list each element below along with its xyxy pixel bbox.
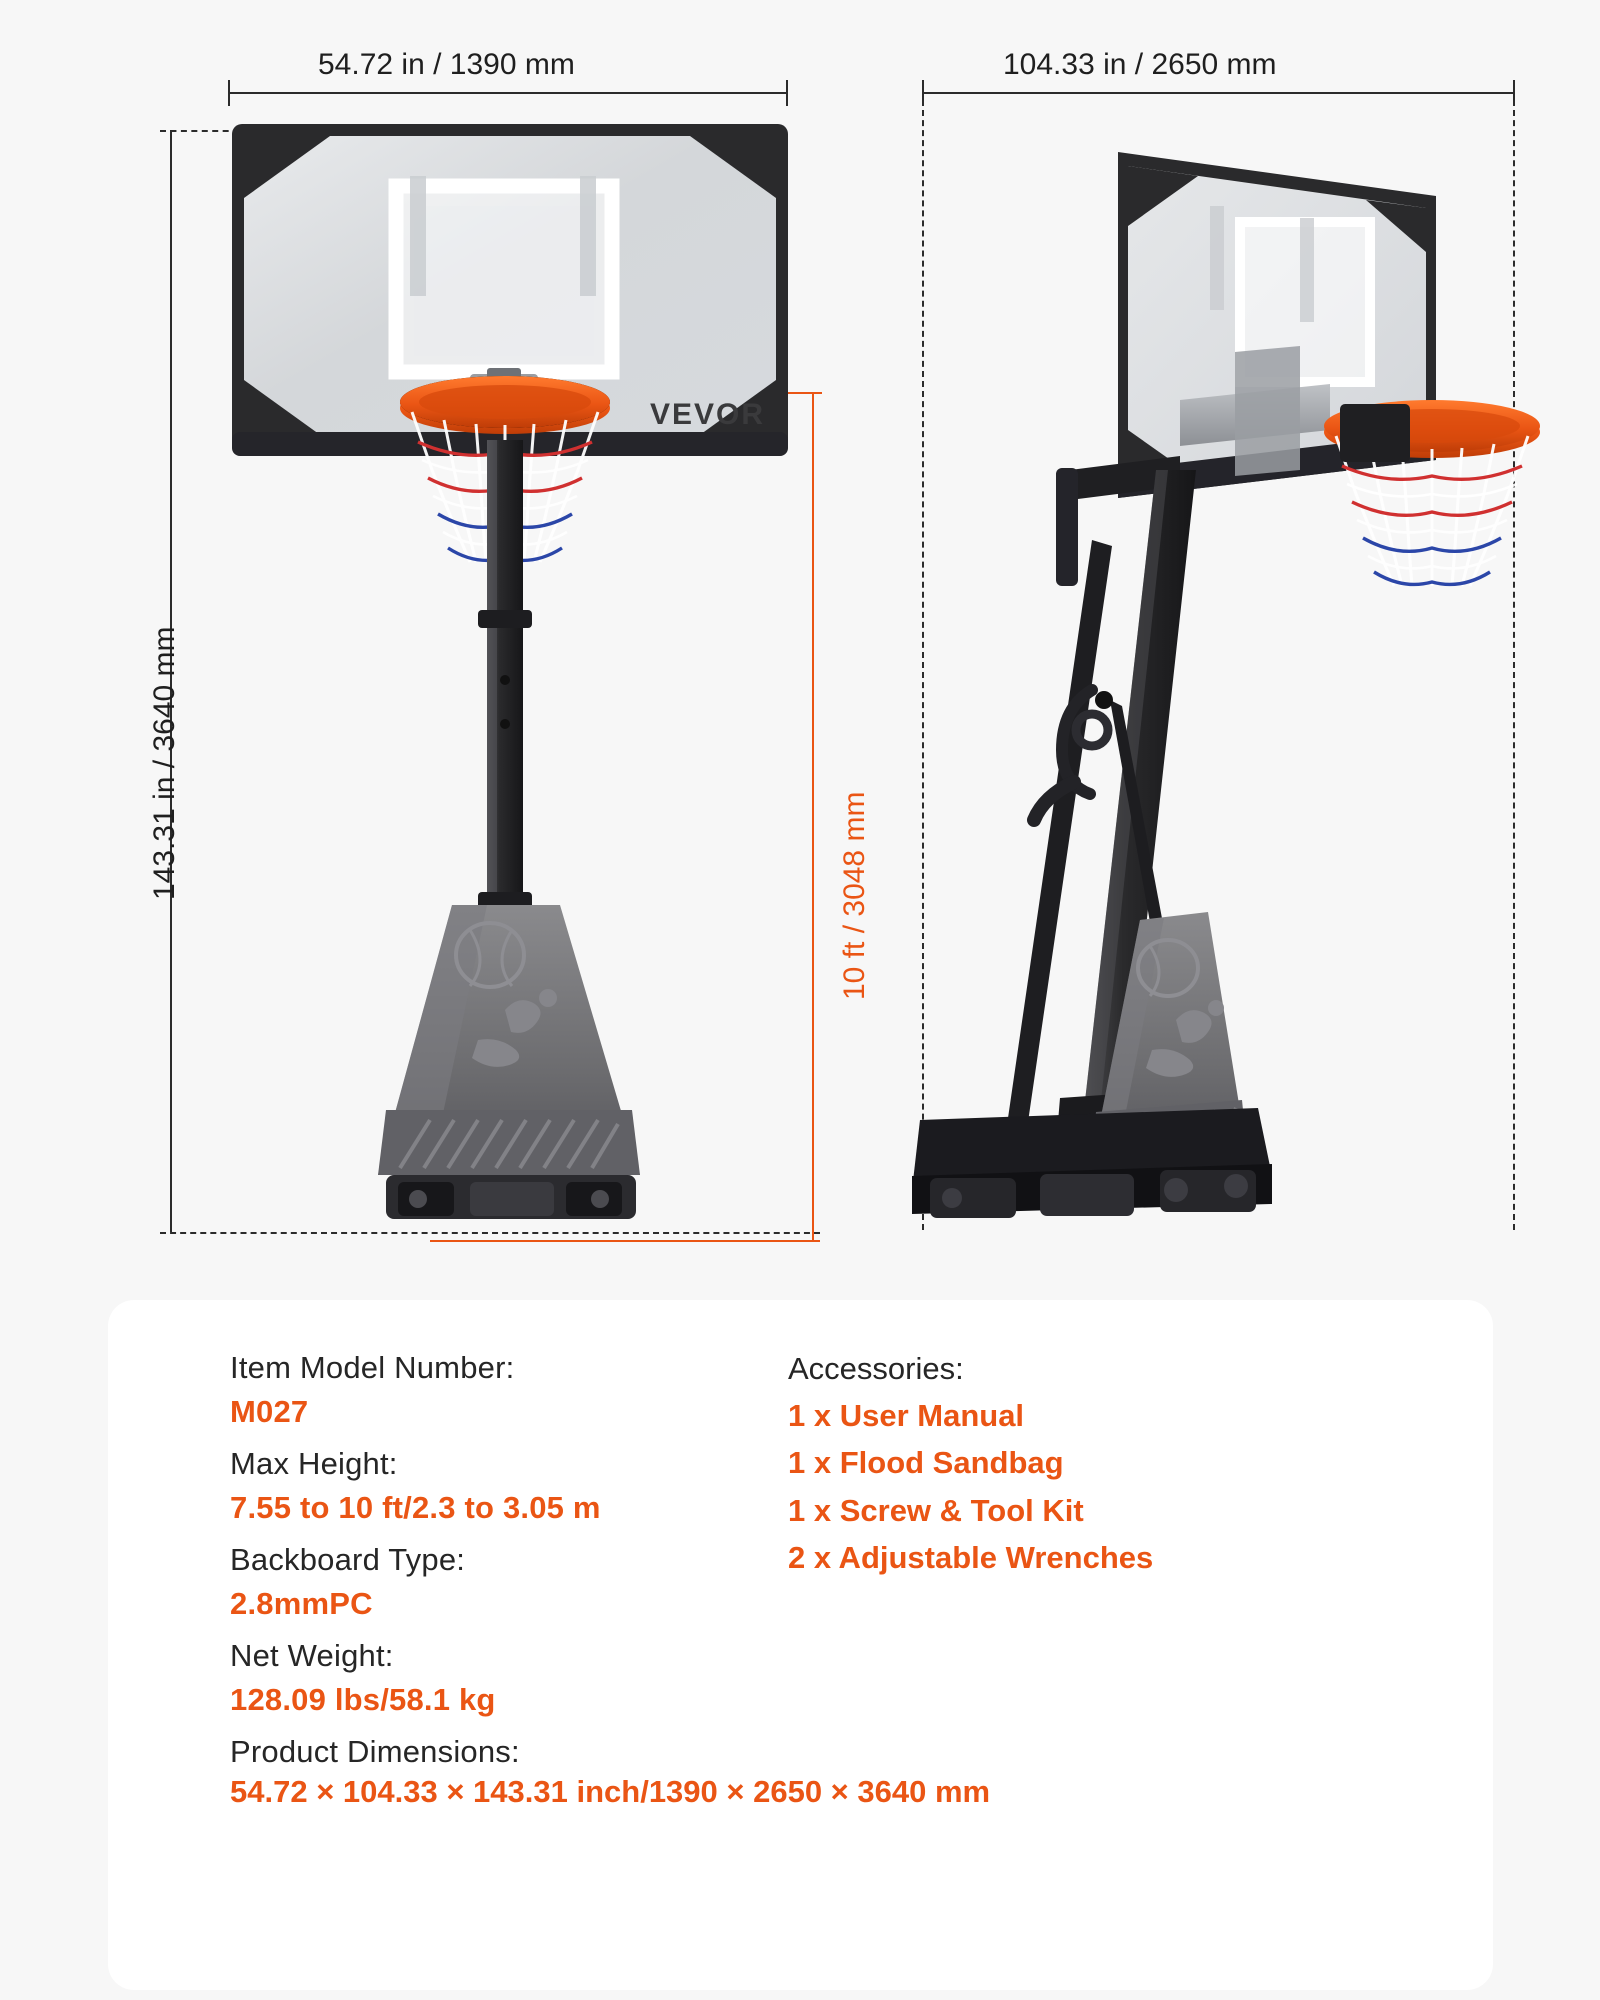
front-base	[378, 905, 640, 1219]
spec-value-product-dimensions: 54.72 × 104.33 × 143.31 inch/1390 × 2650 × 3640 mm	[230, 1774, 991, 1810]
front-pole	[478, 440, 532, 930]
brand-wordmark-front: VEVOR	[650, 398, 766, 431]
spec-value-net-weight: 128.09 lbs/58.1 kg	[230, 1682, 496, 1718]
accessories-title: Accessories:	[788, 1351, 964, 1386]
accessory-item: 1 x Screw & Tool Kit	[788, 1492, 1084, 1528]
front-width-label: 54.72 in / 1390 mm	[318, 48, 575, 81]
spec-key-product-dimensions: Product Dimensions:	[230, 1734, 520, 1770]
accessory-item: 2 x Adjustable Wrenches	[788, 1540, 1154, 1576]
side-depth-label: 104.33 in / 2650 mm	[1003, 48, 1277, 81]
total-height-label: 143.31 in / 3640 mm	[148, 626, 181, 900]
side-view-hoop	[912, 152, 1540, 1218]
side-rim-and-net	[1324, 400, 1540, 586]
spec-key-net-weight: Net Weight:	[230, 1638, 394, 1674]
spec-right-column	[758, 1346, 1458, 1810]
accessory-item: 1 x Flood Sandbag	[788, 1445, 1064, 1481]
spec-key-model: Item Model Number:	[230, 1350, 515, 1385]
spec-value-backboard-type: 2.8mmPC	[230, 1586, 373, 1622]
spec-value-max-height: 7.55 to 10 ft/2.3 to 3.05 m	[230, 1490, 601, 1526]
specifications-card	[108, 1300, 1493, 1990]
accessory-item: 1 x User Manual	[788, 1397, 1025, 1433]
spec-value-model: M027	[230, 1394, 309, 1430]
rim-height-label: 10 ft / 3048 mm	[838, 791, 871, 1000]
spec-key-max-height: Max Height:	[230, 1446, 398, 1482]
spec-key-backboard-type: Backboard Type:	[230, 1542, 466, 1578]
